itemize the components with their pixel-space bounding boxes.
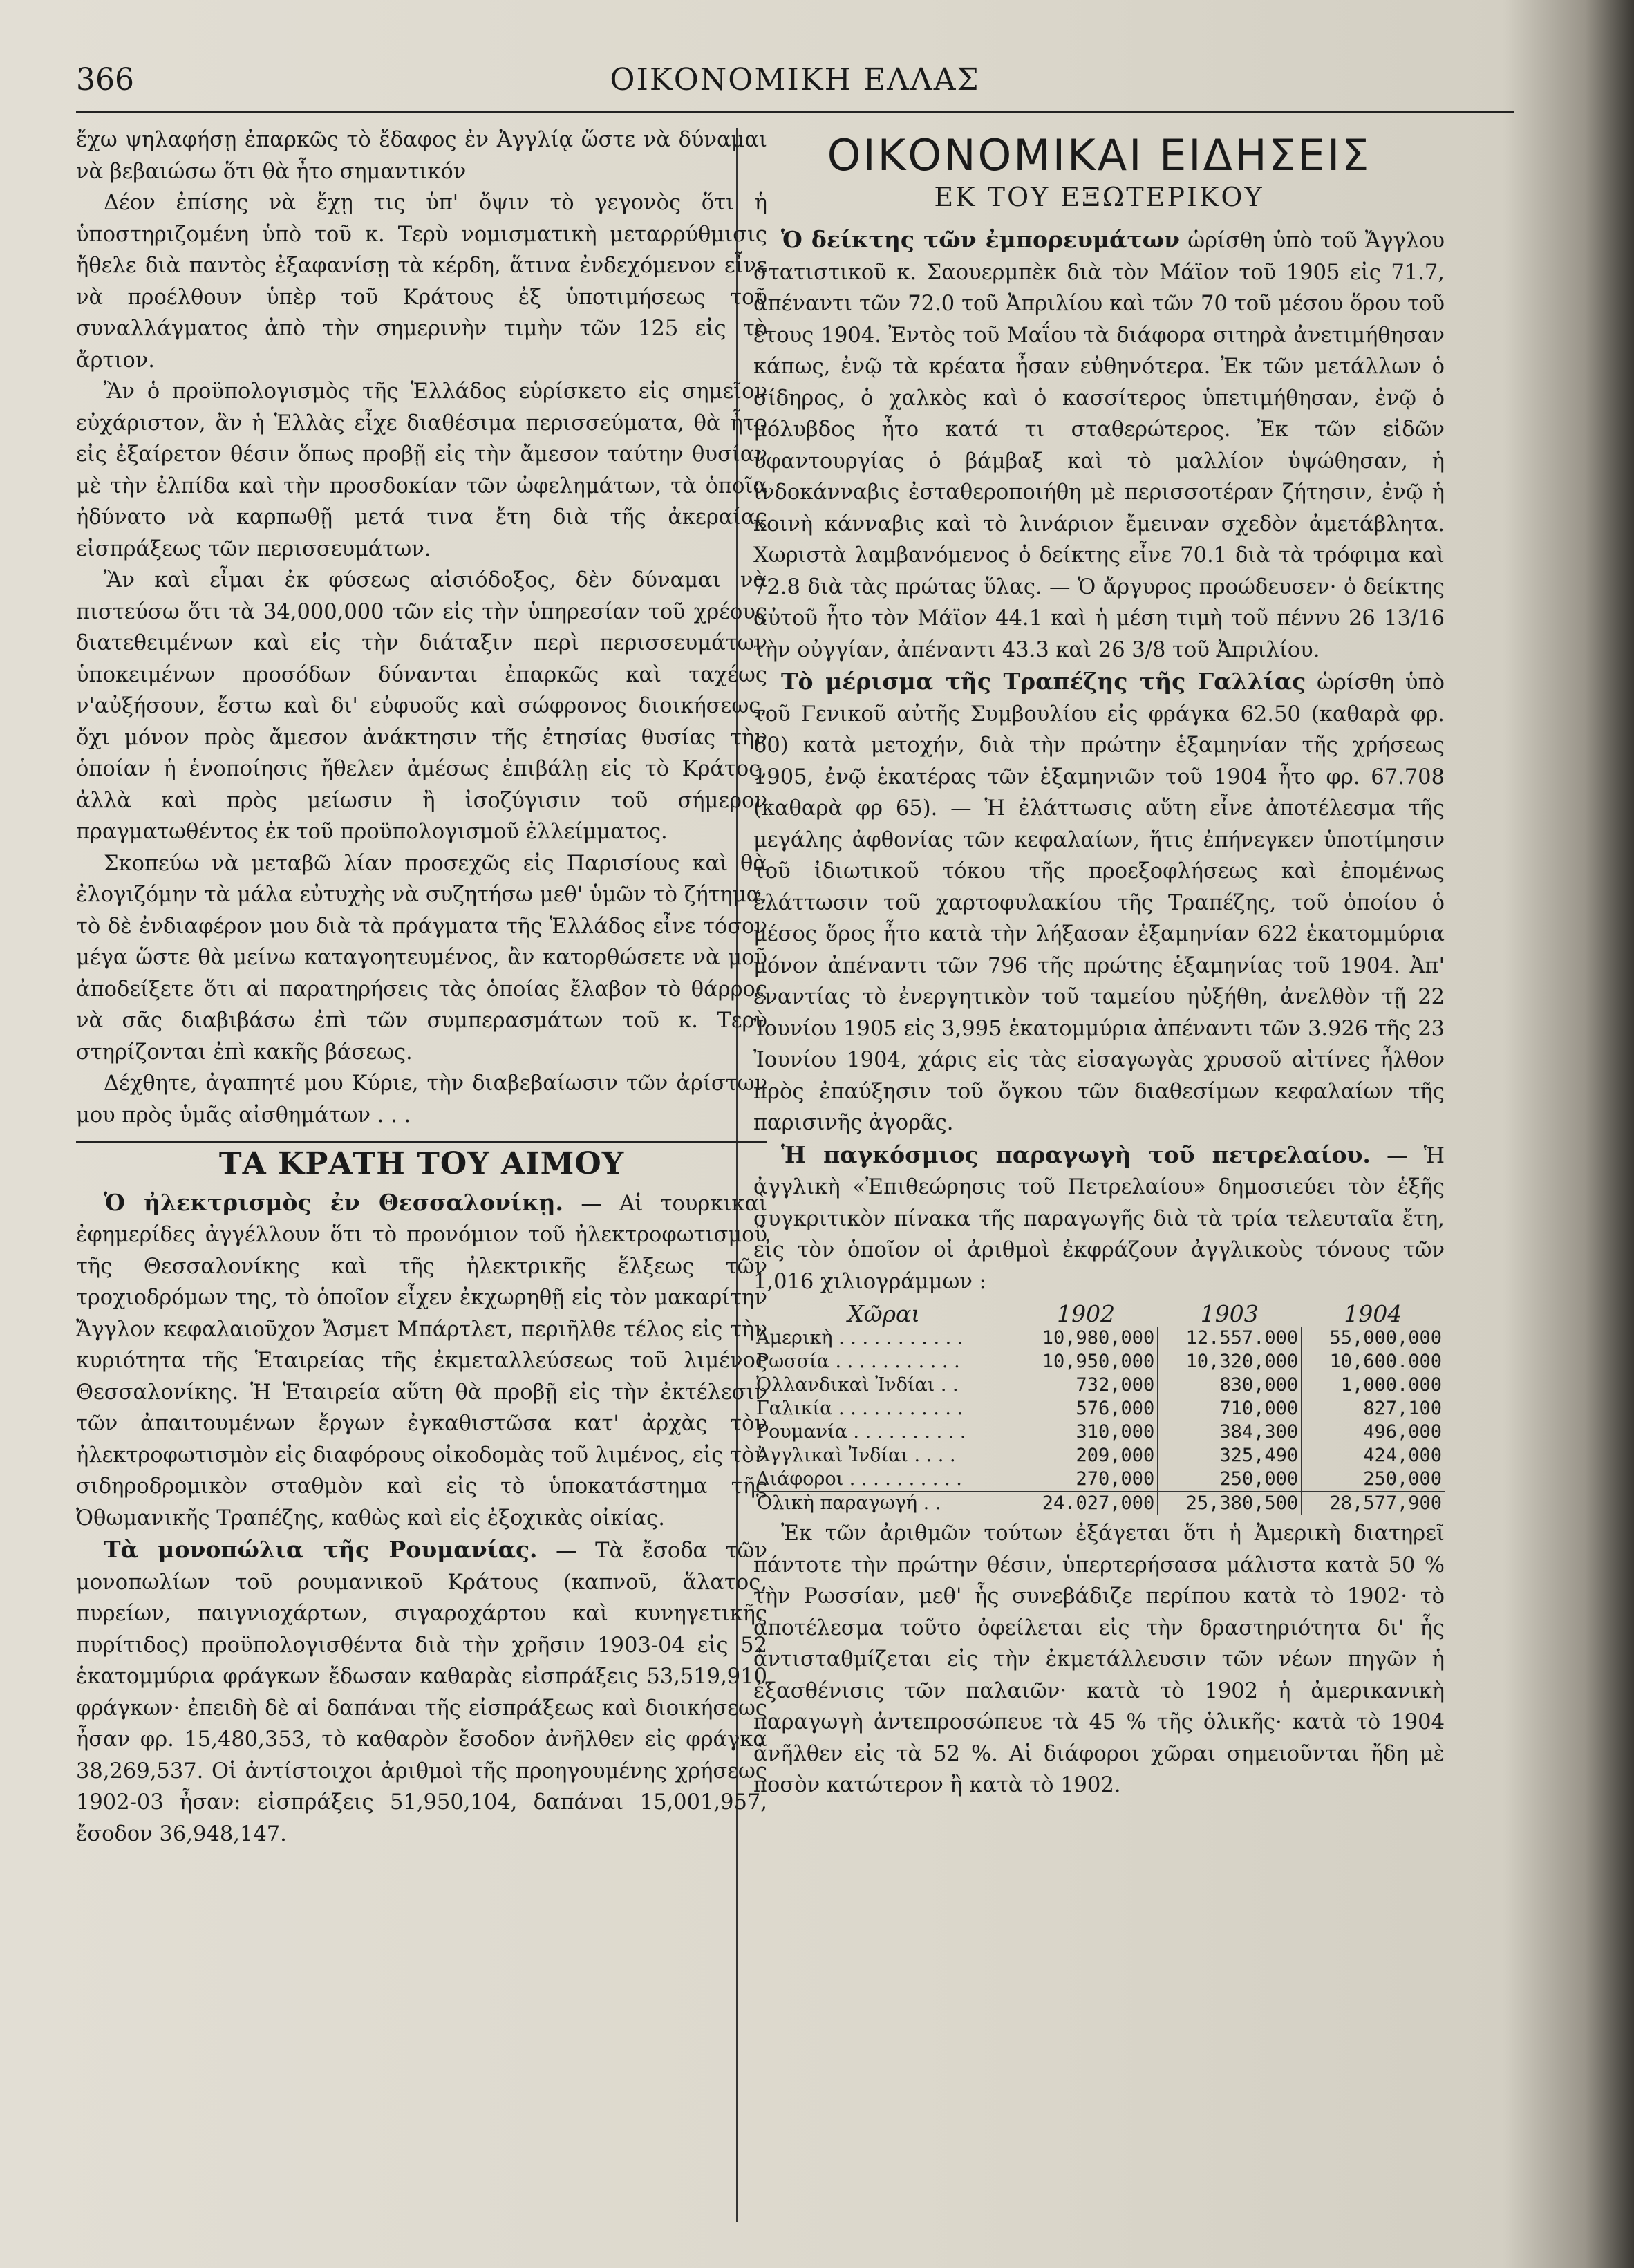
table-cell: Ρωσσία . . . . . . . . . . .: [756, 1351, 960, 1372]
table-cell: Ὁλικὴ παραγωγή . .: [753, 1492, 1014, 1516]
section-heading: ΤΑ ΚΡΑΤΗ ΤΟΥ ΑΙΜΟΥ: [76, 1141, 767, 1180]
table-cell: 325,490: [1158, 1444, 1302, 1468]
table-row: [753, 1374, 1445, 1397]
article-text: — Αἱ τουρκικαὶ ἐφημερίδες ἀγγέλλουν ὅτι τὸ προνόμιον τοῦ ἠλεκτροφωτισμοῦ τῆς Θεσσαλονίκης καὶ τῆς ἠλεκτρικῆς ἕλξεως τῶν τροχιοδρόμων της, τὸ ὁποῖον εἶχεν ἐκχωρηθῇ εἰς τὸν μακαρίτην Ἄγγλον κεφαλαιοῦχον Ἄσμετ Μπάρτλετ, περιῆλθε τέλος εἰς τὴν κυριότητα τῆς Ἑταιρείας τῆς ἐκμεταλλεύσεως τοῦ λιμένος Θεσσαλονίκης. Ἡ Ἑταιρεία αὕτη θὰ προβῇ εἰς τὴν ἐκτέλεσιν τῶν ἀπαιτουμένων ἔργων ἐγκαθιστῶσα κατ' ἀρχὰς τὸν ἠλεκτροφωτισμὸν εἰς διαφόρους οἰκοδομὰς τοῦ λιμένος, εἰς τὸν σιδηροδρομικὸν σταθμὸν καὶ εἰς τὸ ὑποκατάστημα τῆς Ὀθωμανικῆς Τραπέζης, καθὼς καὶ εἰς ἐξοχικὰς οἰκίας.: [76, 1191, 768, 1530]
article-lead: Ἡ παγκόσμιος παραγωγὴ τοῦ πετρελαίου.: [781, 1141, 1371, 1168]
left-column: [76, 124, 767, 1850]
table-header: 1904: [1344, 1300, 1402, 1327]
table-cell: 10,950,000: [1042, 1351, 1155, 1372]
article-lead: Ὁ δείκτης τῶν ἐμπορευμάτων: [781, 226, 1180, 253]
article-monopolies: [76, 1534, 767, 1850]
table-cell: 10,980,000: [1042, 1327, 1155, 1349]
table-cell: Ἀμερικὴ . . . . . . . . . . .: [756, 1327, 964, 1349]
table-cell: 250,000: [1158, 1468, 1302, 1492]
table-cell: 384,300: [1158, 1421, 1302, 1444]
table-header: 1903: [1200, 1300, 1259, 1327]
table-cell: Ὀλλανδικαὶ Ἰνδίαι . .: [756, 1374, 959, 1396]
table-cell: Διάφοροι . . . . . . . . . .: [756, 1468, 962, 1490]
right-column: [753, 124, 1445, 1801]
table-row: [753, 1421, 1445, 1444]
paragraph: Δέον ἐπίσης νὰ ἔχῃ τις ὑπ' ὄψιν τὸ γεγονὸς ὅτι ἡ ὑποστηριζομένη ὑπὸ τοῦ κ. Τερὺ νομισματικὴ μεταρρύθμισις ἤθελε διὰ παντὸς ἐξαφανίσῃ τὰ κέρδη, ἅτινα ἐνδεχόμενον εἶνε νὰ προέλθουν ὑπὲρ τοῦ Κράτους ἐξ ὑποτιμήσεως τοῦ συναλλάγματος ἀπὸ τὴν σημερινὴν τιμὴν τῶν 125 εἰς τὸ ἄρτιον.: [76, 191, 767, 373]
header-rule: [76, 111, 1514, 113]
article-index: [753, 224, 1445, 666]
table-cell: 10,320,000: [1158, 1350, 1302, 1374]
table-cell: 250,000: [1302, 1468, 1445, 1492]
table-cell: 28,577,900: [1302, 1492, 1445, 1516]
table-cell: 496,000: [1302, 1421, 1445, 1444]
article-text: ὡρίσθη ὑπὸ τοῦ Γενικοῦ αὐτῆς Συμβουλίου εἰς φράγκα 62.50 (καθαρὰ φρ. 60) κατὰ μετοχήν, διὰ τὴν πρώτην ἑξαμηνίαν τῆς χρήσεως 1905, ἐνῷ ἑκατέρας τῶν ἑξαμηνιῶν τοῦ 1904 ἦτο φρ. 67.708 (καθαρὰ φρ 65). — Ἡ ἐλάττωσις αὕτη εἶνε ἀποτέλεσμα τῆς μεγάλης ἀφθονίας τῶν κεφαλαίων, ἥτις ἐπήνεγκεν ὑποτίμησιν τοῦ ἰδιωτικοῦ τόκου τῆς προεξοφλήσεως καὶ ἐπομένως ἐλάττωσιν τοῦ χαρτοφυλακίου τῆς Τραπέζης, τοῦ ὁποίου ὁ μέσος ὅρος ἦτο κατὰ τὴν λήξασαν ἑξαμηνίαν 622 ἑκατομμύρια μόνον ἀπέναντι τῶν 796 τῆς πρώτης ἑξαμηνίας τοῦ 1904. Ἀπ' ἐναντίας τὸ ἐνεργητικὸν τοῦ ταμείου ηὐξήθη, ἀνελθὸν τῇ 22 Ἰουνίου 1905 εἰς 3,995 ἑκατομμύρια ἀπέναντι τῶν 3.926 τῆς 23 Ἰουνίου 1904, χάρις εἰς τὰς εἰσαγωγὰς χρυσοῦ αἰτίνες ἦλθον πρὸς ἐπαύξησιν τοῦ ὄγκου τῶν διαθεσίμων κεφαλαίων τῆς παρισινῆς ἀγορᾶς.: [753, 671, 1445, 1135]
table-header-row: [753, 1302, 1445, 1327]
table-cell: 55,000,000: [1302, 1327, 1445, 1350]
page-header: [76, 62, 1514, 104]
table-cell: 270,000: [1076, 1468, 1155, 1490]
table-row: [753, 1350, 1445, 1374]
table-row: [753, 1444, 1445, 1468]
table-cell: 1,000.000: [1302, 1374, 1445, 1397]
table-cell: 576,000: [1076, 1398, 1155, 1419]
paragraph: Δέχθητε, ἀγαπητέ μου Κύριε, τὴν διαβεβαίωσιν τῶν ἀρίστων μου πρὸς ὑμᾶς αἰσθημάτων . . .: [76, 1071, 767, 1127]
article-text: — Τὰ ἔσοδα τῶν μονοπωλίων τοῦ ρουμανικοῦ Κράτους (καπνοῦ, ἅλατος, πυρείων, παιγνιοχάρτων, σιγαροχάρτου καὶ κυνηγετικῆς πυρίτιδος) προϋπολογισθέντα διὰ τὴν χρῆσιν 1903-04 εἰς 52 ἑκατομμύρια φράγκων ἔδωσαν καθαρὰς εἰσπράξεις 53,519,910 φράγκων· ἐπειδὴ δὲ αἱ δαπάναι τῆς εἰσπράξεως καὶ διοικήσεως ἦσαν φρ. 15,480,353, τὸ καθαρὸν ἔσοδον ἀνῆλθεν εἰς φράγκα 38,269,537. Οἱ ἀντίστοιχοι ἀριθμοὶ τῆς προηγουμένης χρήσεως 1902-03 ἦσαν: εἰσπράξεις 51,950,104, δαπάναι 15,001,957, ἔσοδον 36,948,147.: [76, 1539, 767, 1846]
article-bank-dividend: [753, 666, 1445, 1139]
table-cell: 830,000: [1158, 1374, 1302, 1397]
table-cell: Ρουμανία . . . . . . . . . .: [756, 1421, 966, 1443]
table-row: [753, 1327, 1445, 1350]
table-cell: 10,600.000: [1302, 1350, 1445, 1374]
table-cell: 710,000: [1158, 1397, 1302, 1421]
article-oil: [753, 1139, 1445, 1298]
table-cell: 732,000: [1076, 1374, 1155, 1396]
paragraph: Ἂν ὁ προϋπολογισμὸς τῆς Ἑλλάδος εὑρίσκετο εἰς σημεῖον εὐχάριστον, ἂν ἡ Ἑλλὰς εἶχε διαθέσιμα περισσεύματα, θὰ ἦτο εἰς ἐξαίρετον θέσιν ὅπως προβῇ εἰς τὴν ἄμεσον ταύτην θυσίαν μὲ τὴν ἐλπίδα καὶ τὴν προσδοκίαν τῶν ὠφελημάτων, τὰ ὁποῖα ἠδύνατο νὰ καρπωθῇ μετά τινα ἔτη διὰ τῆς ἀκεραίας εἰσπράξεως τῶν περισσευμάτων.: [76, 379, 767, 561]
article-text: — Ἡ ἀγγλικὴ «Ἐπιθεώρησις τοῦ Πετρελαίου» δημοσιεύει τὸν ἑξῆς συγκριτικὸν πίνακα τῆς παραγωγῆς διὰ τὰ τρία τελευταῖα ἔτη, εἰς τὸν ὁποῖον οἱ ἀριθμοὶ ἐκφράζουν ἀγγλικοὺς τόνους τῶν 1,016 χιλιογράμμων :: [753, 1143, 1445, 1294]
table-cell: 12.557.000: [1158, 1327, 1302, 1350]
table-cell: 827,100: [1302, 1397, 1445, 1421]
page-number: 366: [76, 62, 134, 97]
table-cell: 209,000: [1076, 1445, 1155, 1466]
paragraph: Ἂν καὶ εἶμαι ἐκ φύσεως αἰσιόδοξος, δὲν δύναμαι νὰ πιστεύσω ὅτι τὰ 34,000,000 τῶν εἰς τὴν ὑπηρεσίαν τοῦ χρέους διατεθειμένων καὶ εἰς τὴν διάταξιν περὶ περισσευμάτων ὑποκειμένων προσόδων δύνανται ἐπαρκῶς καὶ ταχέως ν'αὐξήσουν, ἔστω καὶ δι' εὐφυοῦς καὶ σώφρονος διοικήσεως, ὄχι μόνον πρὸς ἄμεσον ἀνάκτησιν τῆς ἐτησίας θυσίας τὴν ὁποίαν ἡ ἑνοποίησις ἤθελεν ἀμέσως ἐπιβάλῃ εἰς τὸ Κράτος, ἀλλὰ καὶ πρὸς μείωσιν ἢ ἰσοζύγισιν τοῦ σήμερον πραγματωθέντος ἐκ τοῦ προϋπολογισμοῦ ἐλλείμματος.: [76, 568, 767, 844]
table-total-row: [753, 1492, 1445, 1516]
table-row: [753, 1397, 1445, 1421]
table-cell: Ἀγγλικαὶ Ἰνδίαι . . . .: [756, 1445, 956, 1466]
table-cell: 25,380,500: [1158, 1492, 1302, 1516]
section-title: ΟΙΚΟΝΟΜΙΚΑΙ ΕΙΔΗΣΕΙΣ: [827, 130, 1371, 180]
journal-title: ΟΙΚΟΝΟΜΙΚΗ ΕΛΛΑΣ: [610, 62, 980, 97]
article-lead: Τὸ μέρισμα τῆς Τραπέζης τῆς Γαλλίας: [781, 668, 1306, 695]
paragraph: Ἐκ τῶν ἀριθμῶν τούτων ἐξάγεται ὅτι ἡ Ἀμερικὴ διατηρεῖ πάντοτε τὴν πρώτην θέσιν, ὑπερτερήσασα μάλιστα κατὰ 50 % τὴν Ρωσσίαν, μεθ' ἧς συνεβάδιζε περίπου κατὰ τὸ 1902· τὸ ἀποτέλεσμα τοῦτο ὀφείλεται εἰς τὴν δραστηριότητα δι' ἧς ἀντισταθμίζεται εἰς τὴν ἐκμετάλλευσιν τῶν νέων πηγῶν ἡ ἐξασθένισις τῶν παλαιῶν· κατὰ τὸ 1902 ἡ ἀμερικανικὴ παραγωγὴ ἀντεπροσώπευε τὰ 45 % τῆς ὁλικῆς· κατὰ τὸ 1904 ἀνῆλθεν εἰς τὰ 52 %. Αἱ διάφοροι χῶραι σημειοῦνται ἤδη μὲ ποσὸν κατώτερον ἢ κατὰ τὸ 1902.: [753, 1521, 1445, 1797]
section-subtitle: ΕΚ ΤΟΥ ΕΞΩΤΕΡΙΚΟΥ: [934, 182, 1264, 212]
paragraph: ἔχω ψηλαφήσῃ ἐπαρκῶς τὸ ἔδαφος ἐν Ἀγγλίᾳ ὥστε νὰ δύναμαι νὰ βεβαιώσω ὅτι θὰ ἦτο σημαντικόν: [76, 128, 767, 184]
table-cell: Γαλικία . . . . . . . . . . .: [756, 1398, 964, 1419]
paragraph: Σκοπεύω νὰ μεταβῶ λίαν προσεχῶς εἰς Παρισίους καὶ θὰ ἐλογιζόμην τὰ μάλα εὐτυχὴς νὰ συζητήσω μεθ' ὑμῶν τὸ ζήτημα, τὸ δὲ ἐνδιαφέρον μου διὰ τὰ πράγματα τῆς Ἑλλάδος εἶνε τόσον μέγα ὥστε θὰ μείνω καταγοητευμένος, ἂν κατορθώσετε νὰ μοῦ ἀποδείξετε ὅτι αἱ παρατηρήσεις τὰς ὁποίας ἔλαβον τὸ θάρρος νὰ σᾶς διαβιβάσω ἐπὶ τῶν συμπερασμάτων τοῦ κ. Τερὺ στηρίζονται ἐπὶ κακῆς βάσεως.: [76, 851, 767, 1065]
oil-production-table: [753, 1302, 1445, 1515]
table-cell: 310,000: [1076, 1421, 1155, 1443]
table-cell: 24.027,000: [1014, 1492, 1157, 1516]
table-row: [753, 1468, 1445, 1492]
table-header: 1902: [1057, 1300, 1116, 1327]
article-electricity: [76, 1187, 767, 1535]
article-lead: Ὁ ἠλεκτρισμὸς ἐν Θεσσαλονίκῃ.: [104, 1188, 564, 1216]
table-header: Χῶραι: [847, 1300, 921, 1327]
table-cell: 424,000: [1302, 1444, 1445, 1468]
article-lead: Τὰ μονοπώλια τῆς Ρουμανίας.: [104, 1536, 538, 1563]
article-text: ὡρίσθη ὑπὸ τοῦ Ἄγγλου στατιστικοῦ κ. Σαουερμπὲκ διὰ τὸν Μάϊον τοῦ 1905 εἰς 71.7, ἀπέναντι τῶν 72.0 τοῦ Ἀπριλίου καὶ τῶν 70 τοῦ μέσου ὅρου τοῦ ἔτους 1904. Ἐντὸς τοῦ Μαΐου τὰ διάφορα σιτηρὰ ἀνετιμήθησαν κάπως, ἐνῷ τὰ κρέατα ἦσαν εὐθηνότερα. Ἐκ τῶν μετάλλων ὁ σίδηρος, ὁ χαλκὸς καὶ ὁ κασσίτερος ὑπετιμήθησαν, ἐνῷ ὁ μόλυβδος ἦτο κατά τι σταθερώτερος. Ἐκ τῶν εἰδῶν ὑφαντουργίας ὁ βάμβαξ καὶ τὸ μαλλίον ὑψώθησαν, ἡ ἰνδοκάνναβις ἐσταθεροποιήθη μὲ περισσοτέραν ζήτησιν, ἐνῷ ἡ κοινὴ κάνναβις καὶ τὸ λινάριον ἔμειναν σχεδὸν ἀμετάβλητα. Χωριστὰ λαμβανόμενος ὁ δείκτης εἶνε 70.1 διὰ τὰ τρόφιμα καὶ 72.8 διὰ τὰς πρώτας ὕλας. — Ὁ ἄργυρος προώδευσεν· ὁ δείκτης αὐτοῦ ἦτο τὸν Μάϊον 44.1 καὶ ἡ μέση τιμὴ τοῦ πέννυ 26 13/16 τὴν οὐγγίαν, ἀπέναντι 43.3 καὶ 26 3/8 τοῦ Ἀπριλίου.: [753, 229, 1445, 662]
